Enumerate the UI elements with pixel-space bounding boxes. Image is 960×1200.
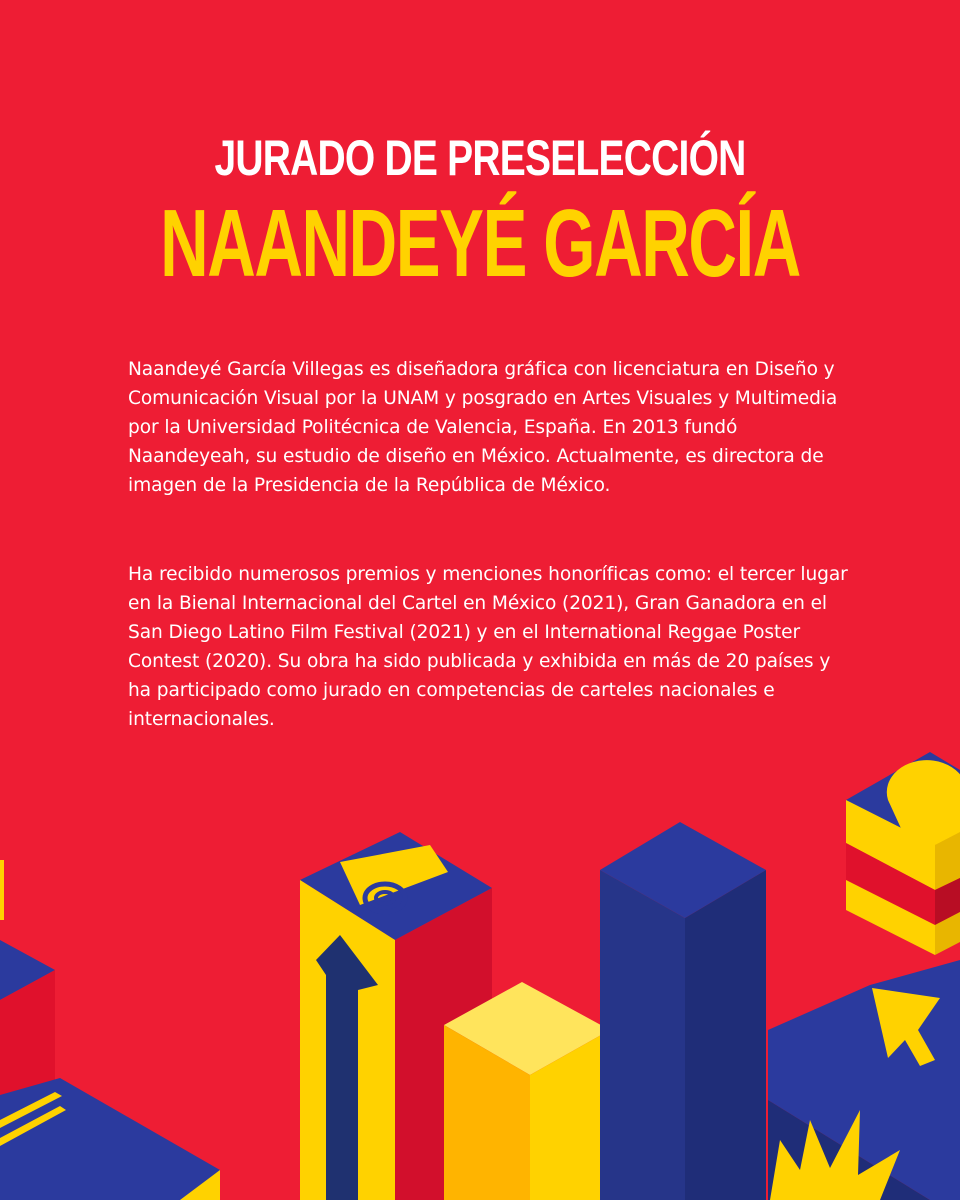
bio-paragraph-2: Ha recibido numerosos premios y menciones honoríficas como: el tercer lugar en la Bienal Internacional del Cartel en México (2021), Gran Ganadora en el San Diego Latino Film Festival (2021) y en el International Reggae Poster Contest (2020). Su obra ha sido publicada y exhibida en más de 20 países y ha participado como jurado en competencias de carteles nacionales e internacionales. <box>128 564 848 730</box>
left-block <box>0 860 220 1200</box>
jury-member-name: NAANDEYÉ GARCÍA <box>160 190 800 297</box>
yellow-block <box>444 982 610 1200</box>
right-stack-block <box>846 752 960 955</box>
bio-paragraph-1: Naandeyé García Villegas es diseñadora gráfica con licenciatura en Diseño y Comunicación Visual por la UNAM y posgrado en Artes Visuales y Multimedia por la Universidad Politécnica de Valencia, España. En 2013 fundó Naandeyeah, su estudio de diseño en México. Actualmente, es directora de imagen de la Presidencia de la República de México. <box>128 359 838 496</box>
right-lower-block <box>768 960 960 1200</box>
blue-tower-block <box>600 822 766 1200</box>
page-title: JURADO DE PRESELECCIÓN <box>214 130 746 186</box>
